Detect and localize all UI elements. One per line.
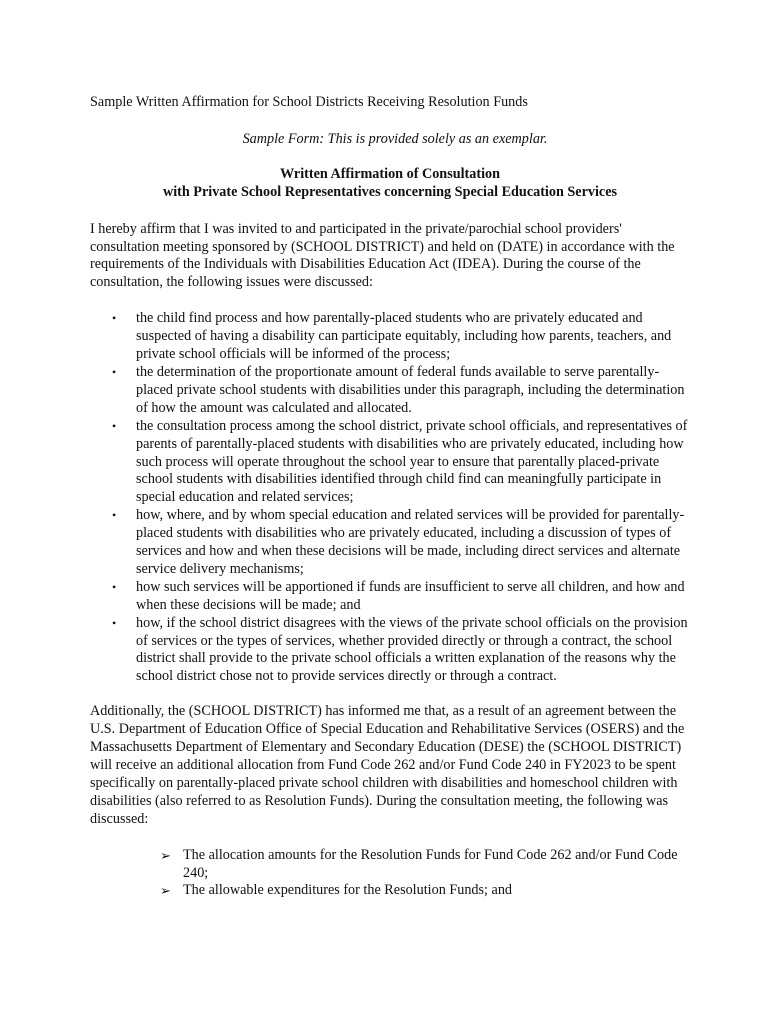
list-item <box>90 418 690 508</box>
arrow-bullet-icon: ➢ <box>160 883 171 899</box>
list-item <box>90 882 690 900</box>
title-line-1: Written Affirmation of Consultation <box>279 165 501 182</box>
bullet-icon: • <box>112 579 117 594</box>
document-title <box>90 166 690 202</box>
arrow-bullet-icon: ➢ <box>160 847 171 863</box>
list-item <box>90 615 690 687</box>
additional-paragraph: Additionally, the (SCHOOL DISTRICT) has informed me that, as a result of an agreement between the U.S. Department of Education Office of Special Education and Rehabilitative Services (OSERS) and the Massachusetts Department of Elementary and Secondary Education (DESE) the (SCHOOL DISTRICT) will receive an additional allocation from Fund Code 262 and/or Fund Code 240 in FY2023 to be spent specifically on parentally-placed private school children with disabilities and homeschool children with disabilities (also referred to as Resolution Funds). During the consultation meeting, the following was discussed: <box>90 703 685 827</box>
list-item-text: how, where, and by whom special education and related services will be provided for parentally-placed students with disabilities who are privately educated, including a discussion of types of services and how and when these decisions will be made, including direct services and alternate service delivery mechanisms; <box>136 507 685 577</box>
title-line-2: with Private School Representatives concerning Special Education Services <box>162 183 618 200</box>
document-header: Sample Written Affirmation for School Districts Receiving Resolution Funds <box>90 94 528 110</box>
list-item-text: the child find process and how parentally-placed students who are privately educated and suspected of having a disability can participate equitably, including how parents, teachers, and private school officials will be informed of the process; <box>136 310 672 363</box>
list-item <box>90 507 690 579</box>
bullet-icon: • <box>112 615 117 630</box>
list-item <box>90 579 690 615</box>
bullet-icon: • <box>112 364 117 379</box>
list-item-text: how such services will be apportioned if funds are insufficient to serve all children, and how and when these decisions will be made; and <box>136 578 685 613</box>
document-subtitle: Sample Form: This is provided solely as an exemplar. <box>242 130 548 147</box>
list-item <box>90 847 690 883</box>
intro-paragraph: I hereby affirm that I was invited to and participated in the private/parochial school providers' consultation meeting sponsored by (SCHOOL DISTRICT) and held on (DATE) in accordance with the requirements of the Individuals with Disabilities Education Act (IDEA). During the course of the consultation, the following issues were discussed: <box>90 220 675 291</box>
list-item <box>90 364 690 418</box>
bullet-icon: • <box>112 508 117 523</box>
list-item-text: the consultation process among the school district, private school officials, and representatives of parents of parentally-placed students with disabilities who are privately educated, including how such process will operate throughout the school year to ensure that parentally placed-private school students with disabilities identified through child find can meaningfully participate in special education and related services; <box>136 417 688 506</box>
resolution-funds-list <box>90 847 690 901</box>
bullet-icon: • <box>112 418 117 433</box>
list-item-text: the determination of the proportionate amount of federal funds available to serve parentally-placed private school students with disabilities under this paragraph, including the determination of how the amount was calculated and allocated. <box>136 363 685 416</box>
list-item-text: The allowable expenditures for the Resolution Funds; and <box>183 882 513 899</box>
list-item <box>90 310 690 364</box>
discussion-issues-list <box>90 310 690 686</box>
document-page <box>90 94 690 900</box>
bullet-icon: • <box>112 311 117 326</box>
list-item-text: how, if the school district disagrees with the views of the private school officials on the provision of services or the types of services, whether provided directly or through a contract, the school district shall provide to the private school officials a written explanation of the reasons why the school district chose not to provide services directly or through a contract. <box>136 614 688 685</box>
list-item-text: The allocation amounts for the Resolution Funds for Fund Code 262 and/or Fund Code 240; <box>183 846 678 881</box>
